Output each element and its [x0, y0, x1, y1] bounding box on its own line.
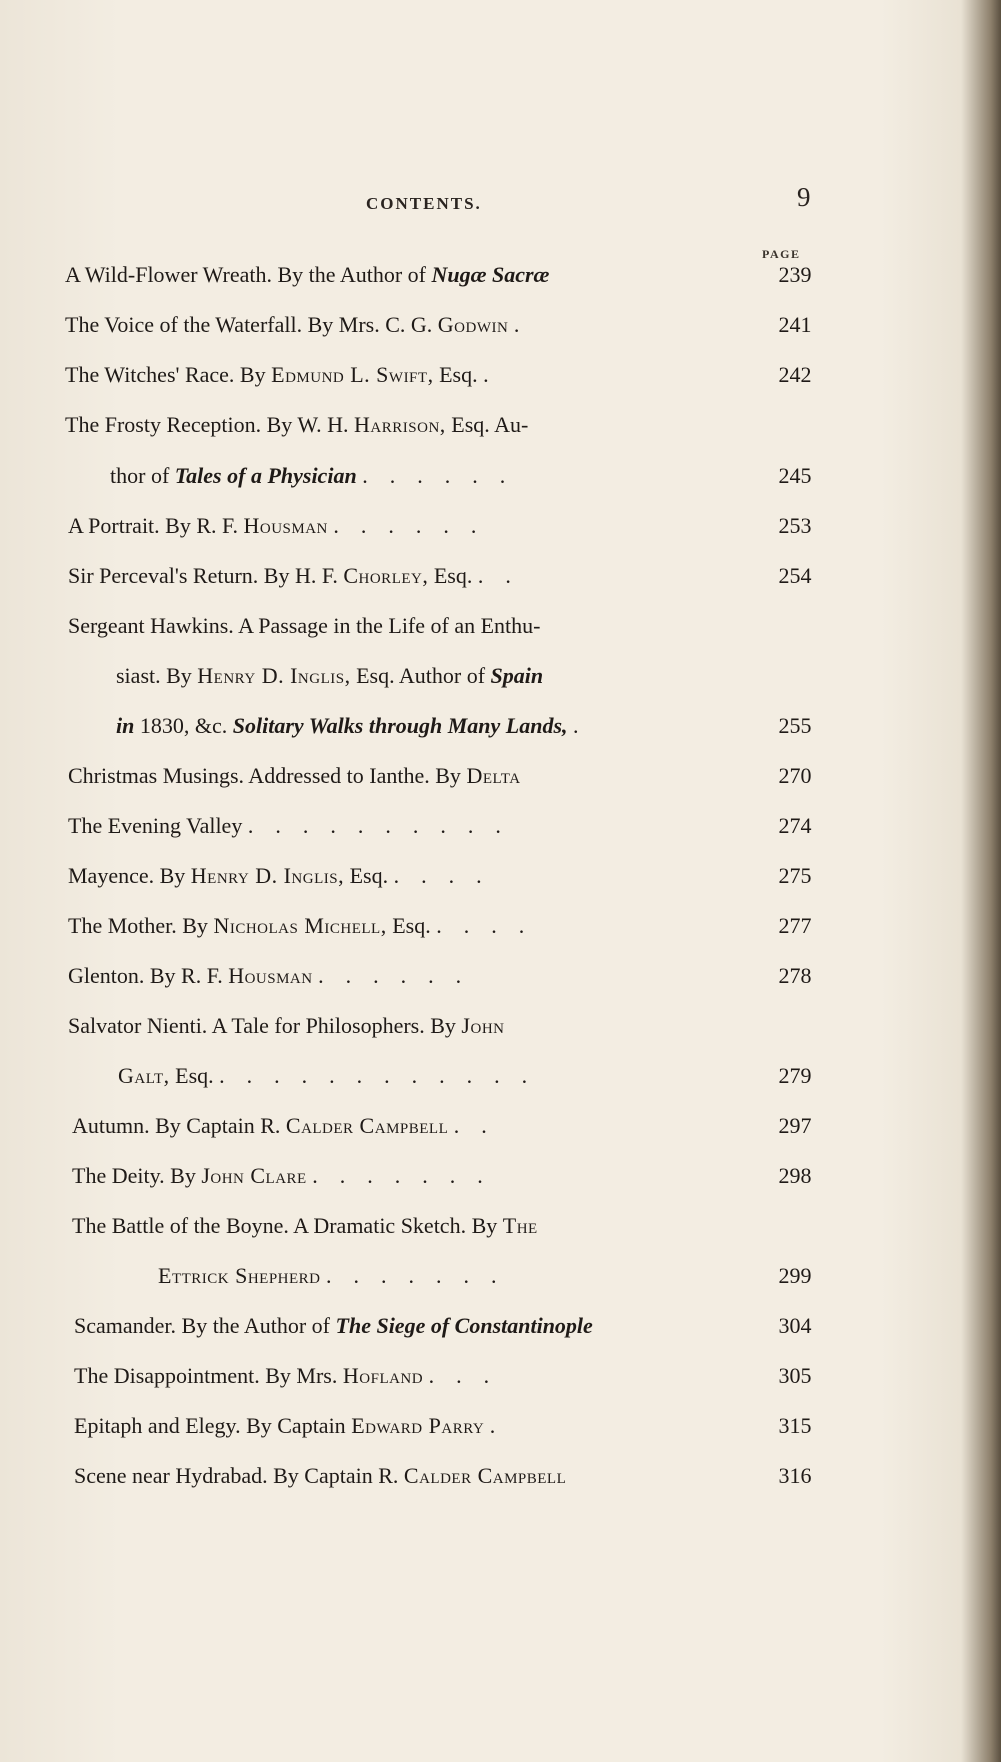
toc-leader-dots: ......: [318, 963, 484, 988]
toc-entry-title: [74, 1458, 566, 1494]
toc-entry: [0, 1108, 1001, 1144]
toc-leader-dots: ......: [362, 463, 528, 488]
toc-page-number: 297: [778, 1113, 812, 1138]
toc-text-tail: Esq.: [433, 563, 473, 588]
toc-page-number: 241: [778, 312, 812, 337]
toc-entry-title: [68, 758, 521, 794]
page-number: 9: [797, 182, 811, 212]
toc-text: Autumn. By Captain R.: [72, 1113, 281, 1138]
toc-text: The Deity. By: [72, 1163, 196, 1188]
toc-author: Nicholas Michell,: [213, 913, 387, 938]
toc-author: Delta: [466, 763, 521, 788]
toc-text-tail: Esq. Author of: [356, 663, 486, 688]
toc-entry: [0, 858, 1001, 894]
toc-text: The Evening Valley: [68, 813, 243, 838]
toc-leader-dots: ....: [436, 913, 547, 938]
toc-italic-title: Spain: [490, 663, 544, 688]
toc-page-number: 304: [778, 1313, 812, 1338]
toc-author: Henry D. Inglis,: [197, 663, 351, 688]
toc-text: siast. By: [116, 663, 192, 688]
toc-leader-dots: ......: [333, 513, 499, 538]
toc-text: Sir Perceval's Return. By H. F.: [68, 563, 338, 588]
toc-leader-dots: .: [573, 713, 601, 738]
toc-author: Edward Parry: [351, 1413, 485, 1438]
toc-entry-title: [74, 1358, 511, 1394]
toc-entry: [0, 808, 1001, 844]
toc-text: A Portrait. By R. F.: [68, 513, 238, 538]
toc-text: The Mother. By: [68, 913, 208, 938]
toc-text: Mayence. By: [68, 863, 186, 888]
toc-entry-title: [116, 708, 601, 744]
toc-text: Epitaph and Elegy. By Captain: [74, 1413, 346, 1438]
toc-entry-title: [65, 257, 549, 293]
toc-leader-dots: ..........: [247, 813, 523, 838]
toc-text-tail: &c.: [194, 713, 228, 738]
toc-entry-title: [68, 508, 498, 544]
toc-text-tail: Esq.: [439, 362, 478, 387]
toc-text: Scamander. By the Author of: [74, 1313, 331, 1338]
toc-page-number: 277: [778, 913, 812, 938]
toc-page-number: 255: [778, 713, 812, 738]
toc-entry: [0, 758, 1001, 794]
toc-author: Godwin: [437, 312, 509, 337]
toc-entry-title: [68, 608, 541, 644]
toc-text: The Witches' Race. By: [65, 362, 266, 387]
toc-entry-title: [72, 1208, 538, 1244]
toc-leader-dots: ..: [453, 1113, 509, 1138]
toc-text: Christmas Musings. Addressed to Ianthe. By: [68, 763, 461, 788]
toc-entry-title: [68, 808, 523, 844]
toc-text: The Battle of the Boyne. A Dramatic Sketch. By: [72, 1213, 498, 1238]
toc-page-number: 279: [778, 1063, 812, 1088]
toc-leader-dots: .: [489, 1413, 518, 1438]
toc-entry-title: [74, 1408, 517, 1444]
toc-entry-title: [65, 357, 511, 393]
toc-author: Henry D. Inglis,: [190, 863, 345, 888]
toc-author: The: [502, 1213, 538, 1238]
toc-entry-title: [74, 1308, 593, 1344]
toc-entry: [0, 908, 1001, 944]
toc-entry: [0, 1458, 1001, 1494]
toc-entry-title: [116, 658, 543, 694]
toc-author: Hofland: [342, 1363, 424, 1388]
toc-page-number: 298: [778, 1163, 812, 1188]
toc-entry: [0, 1308, 1001, 1344]
toc-author: Chorley,: [343, 563, 429, 588]
toc-leader-dots: ....: [393, 863, 504, 888]
toc-leader-dots: .: [513, 312, 542, 337]
toc-entry: [0, 1058, 1001, 1094]
toc-page-number: 242: [778, 362, 812, 387]
toc-entry-title: [110, 458, 527, 494]
toc-author: Harrison,: [354, 412, 446, 437]
toc-italic-title: Nugæ Sacræ: [431, 262, 550, 287]
toc-author: Ettrick Shepherd: [158, 1263, 321, 1288]
toc-entry-title: [72, 1108, 509, 1144]
toc-entry: [0, 558, 1001, 594]
toc-entry-title: [68, 858, 504, 894]
toc-leader-dots: ..: [477, 563, 533, 588]
toc-leader-dots: ...: [428, 1363, 512, 1388]
toc-text-tail: Esq.: [175, 1063, 214, 1088]
toc-leader-dots: .: [483, 362, 511, 387]
toc-leader-dots: .......: [312, 1163, 505, 1188]
toc-entry-title: [68, 558, 533, 594]
toc-leader-dots: ............: [219, 1063, 550, 1088]
toc-entry: [0, 1208, 1001, 1244]
toc-text: thor of: [110, 463, 170, 488]
toc-author: Housman: [243, 513, 328, 538]
toc-text: A Wild-Flower Wreath. By the Author of: [65, 262, 426, 287]
toc-entry: [0, 458, 1001, 494]
toc-entry: [0, 1158, 1001, 1194]
toc-page-number: 274: [778, 813, 812, 838]
toc-entry-title: [72, 1158, 505, 1194]
running-head: CONTENTS.: [366, 194, 482, 213]
toc-text: The Disappointment. By Mrs.: [74, 1363, 338, 1388]
toc-entry: [0, 1258, 1001, 1294]
toc-author: John Clare: [201, 1163, 307, 1188]
toc-entry: [0, 1008, 1001, 1044]
toc-entry: [0, 257, 1001, 293]
toc-text: Sergeant Hawkins. A Passage in the Life of an Enthu-: [68, 613, 541, 638]
toc-text: Glenton. By R. F.: [68, 963, 223, 988]
toc-italic-title: The Siege of Constantinople: [335, 1313, 593, 1338]
toc-entry-title: [65, 307, 541, 343]
toc-entry: [0, 357, 1001, 393]
toc-text: The Voice of the Waterfall. By Mrs. C. G.: [65, 312, 433, 337]
toc-author: Housman: [228, 963, 313, 988]
toc-page-number: 245: [778, 463, 812, 488]
toc-entry: [0, 1408, 1001, 1444]
toc-entry-title: [68, 1008, 504, 1044]
toc-text: 1830,: [139, 713, 190, 738]
toc-text-tail: Esq. Au-: [451, 412, 529, 437]
toc-page-number: 278: [778, 963, 812, 988]
toc-text: Salvator Nienti. A Tale for Philosophers. By: [68, 1013, 456, 1038]
toc-page-number: 305: [778, 1363, 812, 1388]
toc-author: John: [461, 1013, 505, 1038]
toc-entry: [0, 658, 1001, 694]
toc-author: Galt,: [118, 1063, 170, 1088]
toc-page-number: 316: [778, 1463, 812, 1488]
toc-entry: [0, 958, 1001, 994]
toc-page-number: 253: [778, 513, 812, 538]
toc-entry: [0, 307, 1001, 343]
toc-entry-title: [65, 407, 528, 443]
toc-page-number: 315: [778, 1413, 812, 1438]
toc-italic-title: Tales of a Physician: [174, 463, 357, 488]
toc-entry-title: [158, 1258, 519, 1294]
toc-page-number: 299: [778, 1263, 812, 1288]
toc-entry-title: [118, 1058, 549, 1094]
toc-author: Calder Campbell: [403, 1463, 567, 1488]
toc-text-tail: Esq.: [392, 913, 431, 938]
toc-text-tail: Esq.: [349, 863, 389, 888]
toc-author: Edmund L. Swift,: [271, 362, 434, 387]
toc-text: The Frosty Reception. By W. H.: [65, 412, 349, 437]
page-column-label: PAGE: [762, 247, 801, 261]
toc-entry: [0, 1358, 1001, 1394]
toc-page-number: 270: [778, 763, 812, 788]
toc-italic-title: Solitary Walks through Many Lands,: [232, 713, 568, 738]
toc-entry: [0, 407, 1001, 443]
toc-text: Scene near Hydrabad. By Captain R.: [74, 1463, 399, 1488]
toc-page-number: 239: [778, 262, 812, 287]
toc-entry: [0, 708, 1001, 744]
toc-entry: [0, 608, 1001, 644]
toc-page-number: 275: [778, 863, 812, 888]
toc-entry-title: [68, 908, 546, 944]
toc-page-number: 254: [778, 563, 812, 588]
toc-entry: [0, 508, 1001, 544]
toc-leader-dots: .......: [326, 1263, 519, 1288]
toc-author: Calder Campbell: [285, 1113, 449, 1138]
toc-entry-title: [68, 958, 483, 994]
toc-italic-title: in: [116, 713, 135, 738]
